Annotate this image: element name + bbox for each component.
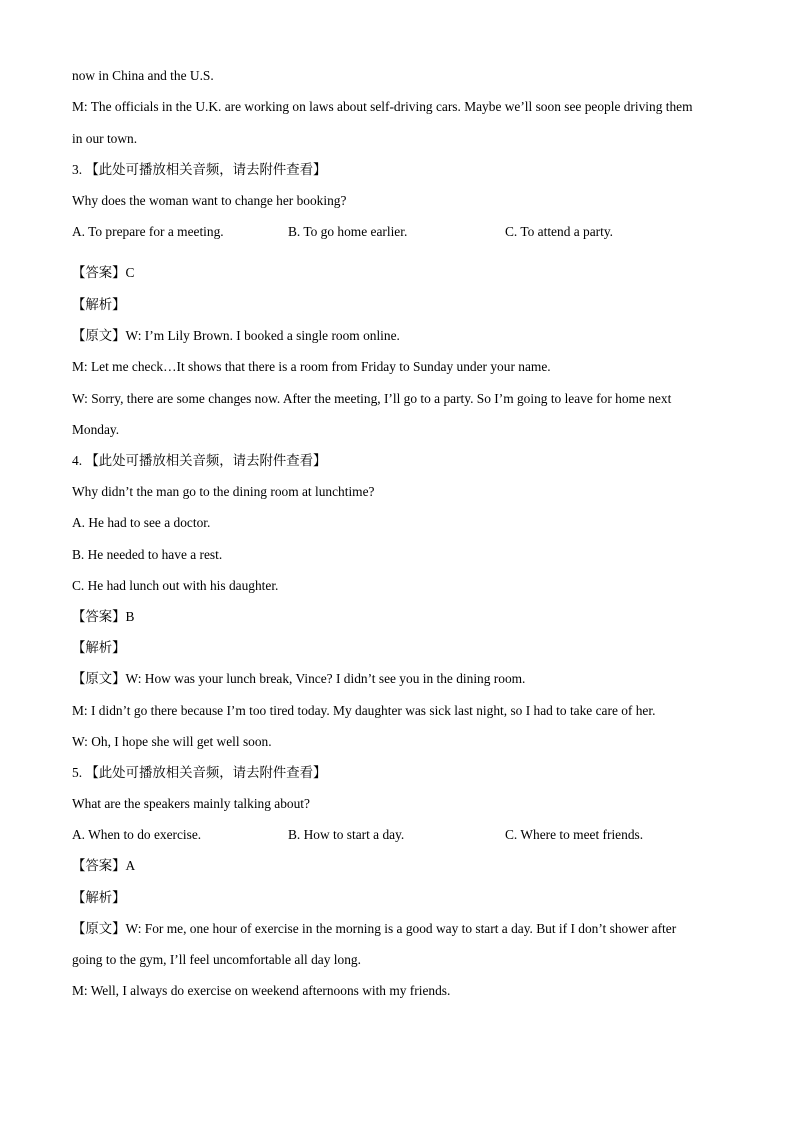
text-line: in our town. [72, 131, 138, 146]
question-4-option-b: B. He needed to have a rest. [72, 547, 223, 562]
question-4-transcript: 【原文】W: How was your lunch break, Vince? I didn’t see you in the dining room. [72, 671, 526, 686]
question-5-answer: 【答案】A [72, 858, 136, 873]
question-5-header: 5. 【此处可播放相关音频，请去附件查看】 [72, 765, 327, 780]
question-5-option-a: A. When to do exercise. [72, 827, 202, 842]
dialogue-line: M: Well, I always do exercise on weekend afternoons with my friends. [72, 983, 451, 998]
question-3-option-a: A. To prepare for a meeting. [72, 224, 224, 239]
question-3-answer: 【答案】C [72, 265, 135, 280]
dialogue-line: M: The officials in the U.K. are working on laws about self-driving cars. Maybe we’ll soon see people driving them [72, 99, 693, 114]
question-3-option-b: B. To go home earlier. [288, 224, 408, 239]
text-line: now in China and the U.S. [72, 68, 214, 83]
question-5-analysis-label: 【解析】 [72, 890, 126, 905]
question-4-option-c: C. He had lunch out with his daughter. [72, 578, 279, 593]
question-3-analysis-label: 【解析】 [72, 297, 126, 312]
dialogue-line: Monday. [72, 422, 120, 437]
question-3-transcript: 【原文】W: I’m Lily Brown. I booked a single room online. [72, 328, 400, 343]
dialogue-line: M: Let me check…It shows that there is a room from Friday to Sunday under your name. [72, 359, 551, 374]
question-5-transcript: 【原文】W: For me, one hour of exercise in the morning is a good way to start a day. But if I don’t shower after [72, 921, 677, 936]
question-4-answer: 【答案】B [72, 609, 135, 624]
dialogue-line: M: I didn’t go there because I’m too tired today. My daughter was sick last night, so I had to take care of her. [72, 703, 656, 718]
dialogue-line: going to the gym, I’ll feel uncomfortable all day long. [72, 952, 361, 967]
dialogue-line: W: Sorry, there are some changes now. After the meeting, I’ll go to a party. So I’m going to leave for home next [72, 391, 672, 406]
question-4-text: Why didn’t the man go to the dining room at lunchtime? [72, 484, 375, 499]
question-4-header: 4. 【此处可播放相关音频，请去附件查看】 [72, 453, 327, 468]
question-4-analysis-label: 【解析】 [72, 640, 126, 655]
question-3-text: Why does the woman want to change her booking? [72, 193, 347, 208]
question-5-option-b: B. How to start a day. [288, 827, 405, 842]
question-5-option-c: C. Where to meet friends. [505, 827, 644, 842]
question-4-option-a: A. He had to see a doctor. [72, 515, 211, 530]
question-5-text: What are the speakers mainly talking about? [72, 796, 310, 811]
dialogue-line: W: Oh, I hope she will get well soon. [72, 734, 272, 749]
question-3-header: 3. 【此处可播放相关音频，请去附件查看】 [72, 162, 327, 177]
question-3-option-c: C. To attend a party. [505, 224, 614, 239]
